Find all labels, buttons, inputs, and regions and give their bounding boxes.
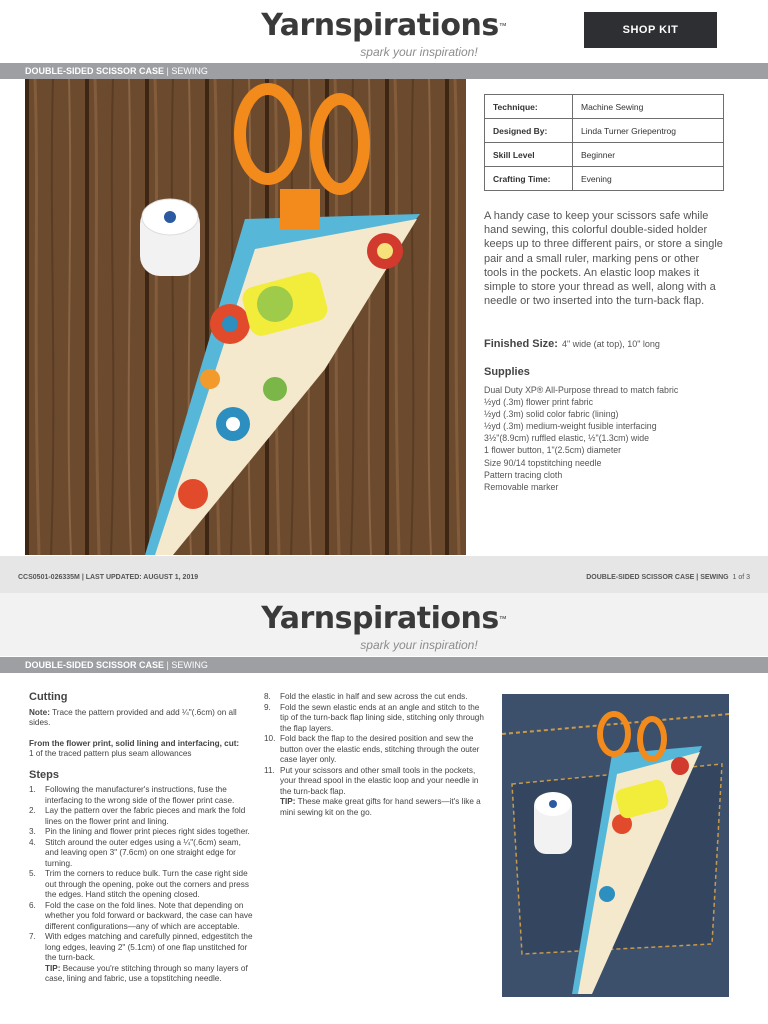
page-number: 1 of 3 — [732, 574, 750, 581]
list-item: Pattern tracing cloth — [484, 469, 563, 480]
steps-list-left — [29, 785, 254, 964]
project-description: A handy case to keep your scissors safe while hand sewing, this colorful double-sided holder keeps up to three different pairs, or store a single pair and a small ruler, marking pens or other tools in the pockets. An elastic loop makes it simple to store your thread as well, along with a needle or two inserted into the turn-back flap. — [484, 210, 723, 308]
finished-size — [484, 338, 660, 350]
list-item: Dual Duty XP® All-Purpose thread to match fabric — [484, 385, 679, 395]
list-item: 3½"(8.9cm) ruffled elastic, ½"(1.3cm) wide — [484, 433, 649, 444]
finished-size-label: Finished Size: — [484, 338, 558, 350]
band-title: DOUBLE-SIDED SCISSOR CASE — [25, 66, 165, 76]
cutting-heading: Cutting — [29, 691, 68, 703]
list-item: 7. With edges matching and carefully pinned, edgestitch the long edges, leaving 2" (5.1cm) of one flap unstitched for the turn-back. — [29, 932, 253, 962]
logo-text: Yarnspirations — [261, 601, 499, 636]
finished-size-value: 4" wide (at top), 10" long — [561, 339, 660, 349]
scissor-case-photo — [25, 79, 466, 555]
tip-left: TIP: Because you're stitching through so many layers of case, lining and fabric, use a topstitching needle. — [45, 963, 248, 983]
page-2-header — [0, 593, 768, 656]
band-category: SEWING — [171, 660, 208, 670]
instructions-left-column — [29, 692, 254, 985]
list-item: 1 flower button, 1"(2.5cm) diameter — [484, 445, 622, 456]
list-item: 1. Following the manufacturer's instructions, fuse the interfacing to the wrong side of the flower print case. — [29, 785, 235, 805]
steps-heading: Steps — [29, 768, 59, 781]
band-title: DOUBLE-SIDED SCISSOR CASE — [25, 660, 165, 670]
title-band: DOUBLE-SIDED SCISSOR CASE | SEWING — [0, 657, 768, 673]
page-footer — [0, 556, 768, 593]
logo-text: Yarnspirations — [261, 8, 499, 43]
list-item: 3. Pin the lining and flower print pieces right sides together. — [29, 827, 250, 836]
list-item: 2. Lay the pattern over the fabric pieces and mark the fold lines on the flower print and lining. — [29, 806, 246, 826]
list-item: 5. Trim the corners to reduce bulk. Turn the case right side out through the opening, poke out the corners and press the edges. Hand stitch the opening closed. — [29, 869, 249, 899]
list-item: 4. Stitch around the outer edges using a ¼"(.6cm) seam, and leaving open 3" (7.6cm) on one straight edge for turning. — [29, 837, 241, 868]
table-row: Crafting Time: Evening — [485, 167, 724, 191]
footer-doc-id: CCS0501-026335M | LAST UPDATED: AUGUST 1, 2019 — [18, 574, 199, 581]
table-row: Technique: Machine Sewing — [485, 95, 724, 119]
steps-list-right — [264, 692, 489, 797]
list-item: Removable marker — [484, 481, 559, 492]
shop-kit-button[interactable]: SHOP KIT — [584, 12, 717, 48]
cutting-note: Note: Trace the pattern provided and add ¼"(.6cm) on all sides. — [29, 707, 237, 727]
project-info-table — [484, 94, 724, 191]
table-row: Skill Level Beginner — [485, 143, 724, 167]
supplies-list — [484, 384, 678, 493]
page-header — [0, 0, 768, 62]
supplies-heading: Supplies — [484, 366, 530, 378]
denim-pocket-photo — [502, 694, 729, 997]
footer-page-info: DOUBLE-SIDED SCISSOR CASE | SEWING 1 of 3 — [586, 574, 750, 581]
instructions-right-column — [264, 692, 489, 818]
band-category: SEWING — [171, 66, 208, 76]
list-item: 6. Fold the case on the fold lines. Note that depending on whether you fold forward or backward, the case can have different configurations—any of which are acceptable. — [29, 900, 253, 931]
brand-logo[interactable]: Yarnspirations™ spark your inspiration! — [0, 8, 768, 59]
list-item: 10. Fold back the flap to the desired position and sew the button over the elastic ends, stitching through the outer case layer only. — [264, 734, 480, 764]
tip-right: TIP: These make great gifts for hand sewers—it's like a mini sewing kit on the go. — [280, 797, 481, 817]
title-band: DOUBLE-SIDED SCISSOR CASE | SEWING — [0, 63, 768, 79]
list-item: ½yd (.3m) medium-weight fusible interfacing — [484, 421, 657, 432]
list-item: 9. Fold the sewn elastic ends at an angle and stitch to the tip of the turn-back flap lining side, stitching only through the flap layers. — [264, 702, 484, 733]
table-row: Designed By: Linda Turner Griepentrog — [485, 119, 724, 143]
logo-tagline: spark your inspiration! — [360, 45, 478, 59]
list-item: Size 90/14 topstitching needle — [484, 457, 602, 468]
list-item: ½yd (.3m) solid color fabric (lining) — [484, 409, 619, 420]
cutting-from: From the flower print, solid lining and interfacing, cut: 1 of the traced pattern plus seam allowances — [29, 738, 240, 758]
brand-logo[interactable]: Yarnspirations™ spark your inspiration! — [0, 601, 768, 652]
list-item: ½yd (.3m) flower print fabric — [484, 397, 594, 408]
list-item: 11. Put your scissors and other small tools in the pockets, your thread spool in the elastic loop and your needle in the turn-back flap. — [264, 765, 479, 796]
list-item: 8. Fold the elastic in half and sew across the cut ends. — [264, 692, 468, 701]
logo-tagline: spark your inspiration! — [360, 638, 478, 652]
